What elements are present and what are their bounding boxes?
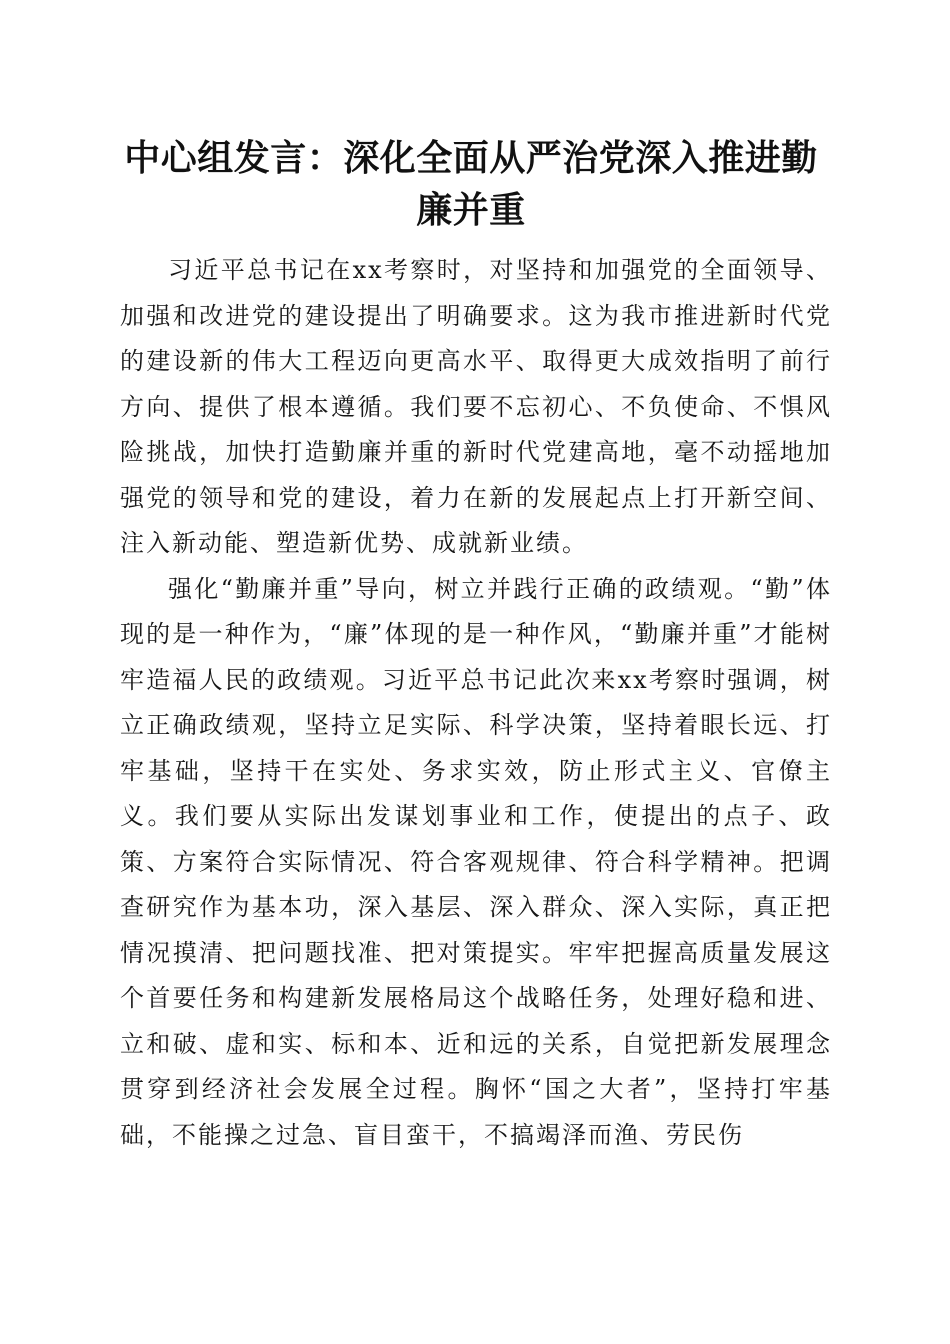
- document-title: 中心组发言：深化全面从严治党深入推进勤廉并重: [124, 137, 818, 231]
- document-body: [120, 248, 832, 1158]
- body-paragraph: 习近平总书记在xx考察时，对坚持和加强党的全面领导、加强和改进党的建设提出了明确要求。这为我市推进新时代党的建设新的伟大工程迈向更高水平、取得更大成效指明了前行方向、提供了根本遵循。我们要不忘初心、不负使命、不惧风险挑战，加快打造勤廉并重的新时代党建高地，毫不动摇地加强党的领导和党的建设，着力在新的发展起点上打开新空间、注入新动能、塑造新优势、成就新业绩。: [120, 256, 832, 557]
- body-paragraph: 强化“勤廉并重”导向，树立并践行正确的政绩观。“勤”体现的是一种作为，“廉”体现的是一种作风，“勤廉并重”才能树牢造福人民的政绩观。习近平总书记此次来xx考察时强调，树立正确政绩观，坚持立足实际、科学决策，坚持着眼长远、打牢基础，坚持干在实处、务求实效，防止形式主义、官僚主义。我们要从实际出发谋划事业和工作，使提出的点子、政策、方案符合实际情况、符合客观规律、符合科学精神。把调查研究作为基本功，深入基层、深入群众、深入实际，真正把情况摸清、把问题找准、把对策提实。牢牢把握高质量发展这个首要任务和构建新发展格局这个战略任务，处理好稳和进、立和破、虚和实、标和本、近和远的关系，自觉把新发展理念贯穿到经济社会发展全过程。胸怀“国之大者”，坚持打牢基础，不能操之过急、盲目蛮干，不搞竭泽而渔、劳民伤: [120, 574, 832, 1149]
